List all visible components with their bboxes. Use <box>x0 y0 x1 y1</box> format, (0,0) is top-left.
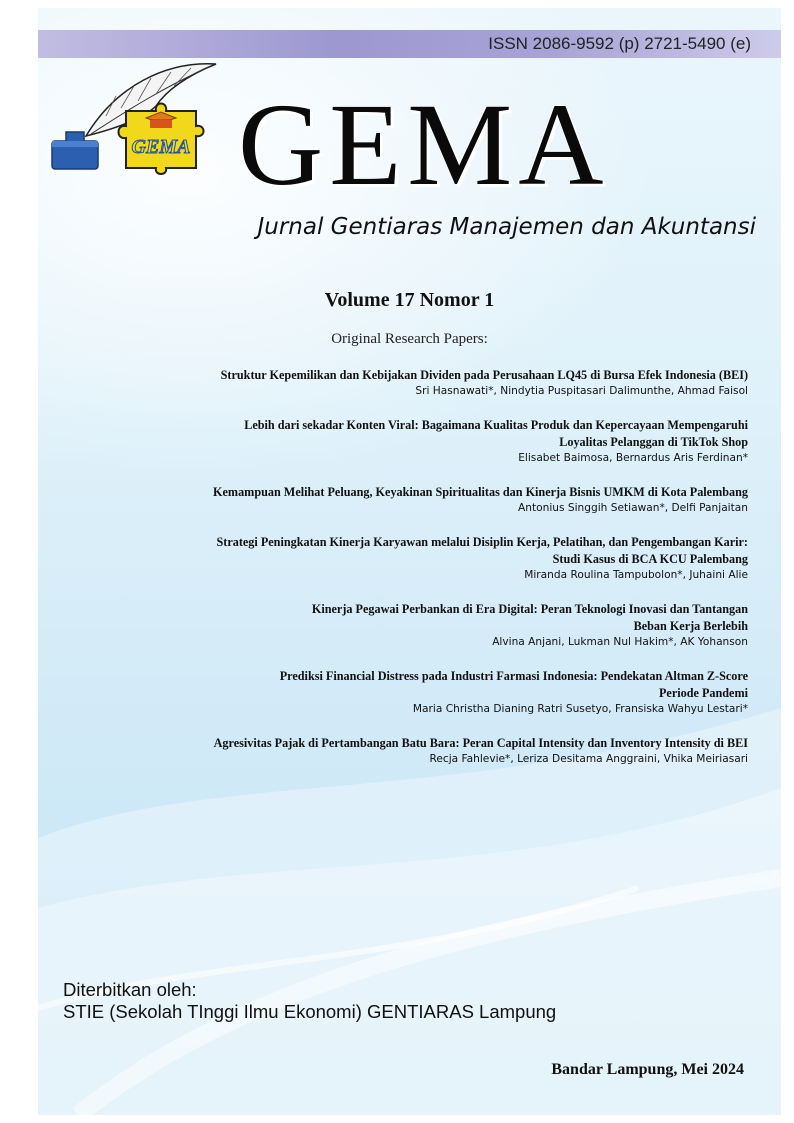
publisher-name: STIE (Sekolah TInggi Ilmu Ekonomi) GENTIARAS Lampung <box>63 1001 557 1022</box>
issn-text: ISSN 2086-9592 (p) 2721-5490 (e) <box>488 34 751 53</box>
article-authors: Alvina Anjani, Lukman Nul Hakim*, AK Yohanson <box>492 636 748 648</box>
volume-number: Volume 17 Nomor 1 <box>324 289 495 311</box>
article-title: Lebih dari sekadar Konten Viral: Bagaimana Kualitas Produk dan Kepercayaan Mempengaruhi <box>244 418 748 432</box>
puzzle-emblem-icon <box>119 104 204 175</box>
article-title: Struktur Kepemilikan dan Kebijakan Dividen pada Perusahaan LQ45 di Bursa Efek Indonesia (BEI) <box>220 368 748 382</box>
journal-title: GEMA <box>238 79 610 210</box>
article-authors: Sri Hasnawati*, Nindytia Puspitasari Dalimunthe, Ahmad Faisol <box>415 385 748 397</box>
journal-subtitle: Jurnal Gentiaras Manajemen dan Akuntansi <box>257 214 756 240</box>
article-title-cont: Studi Kasus di BCA KCU Palembang <box>552 552 748 566</box>
logo-text: GEMA <box>131 136 191 158</box>
article-item[interactable] <box>128 534 748 583</box>
journal-cover <box>38 8 781 1115</box>
article-item[interactable] <box>128 367 748 399</box>
article-title-cont: Loyalitas Pelanggan di TikTok Shop <box>559 435 748 449</box>
journal-logo <box>46 56 246 211</box>
article-item[interactable] <box>128 484 748 516</box>
article-item[interactable] <box>128 668 748 717</box>
article-title-cont: Periode Pandemi <box>658 686 748 700</box>
article-item[interactable] <box>128 735 748 767</box>
article-title: Prediksi Financial Distress pada Industri Farmasi Indonesia: Pendekatan Altman Z-Score <box>279 669 748 683</box>
article-authors: Elisabet Baimosa, Bernardus Aris Ferdinan* <box>518 452 748 464</box>
article-authors: Maria Christha Dianing Ratri Susetyo, Fransiska Wahyu Lestari* <box>412 703 748 715</box>
section-heading: Original Research Papers: <box>331 331 488 347</box>
article-item[interactable] <box>128 601 748 650</box>
article-title: Kemampuan Melihat Peluang, Keyakinan Spiritualitas dan Kinerja Bisnis UMKM di Kota Palembang <box>213 485 748 499</box>
place-date: Bandar Lampung, Mei 2024 <box>551 1061 744 1078</box>
article-title: Kinerja Pegawai Perbankan di Era Digital: Peran Teknologi Inovasi dan Tantangan <box>311 602 748 616</box>
article-authors: Miranda Roulina Tampubolon*, Juhaini Alie <box>524 569 748 581</box>
inkwell-icon <box>52 132 98 169</box>
article-list <box>128 367 748 785</box>
article-authors: Recja Fahlevie*, Leriza Desitama Anggraini, Vhika Meiriasari <box>429 753 748 765</box>
article-title-cont: Beban Kerja Berlebih <box>633 619 748 633</box>
published-by-label: Diterbitkan oleh: <box>63 979 197 1000</box>
article-title: Agresivitas Pajak di Pertambangan Batu Bara: Peran Capital Intensity dan Inventory Intensity di BEI <box>213 736 748 750</box>
article-authors: Antonius Singgih Setiawan*, Delfi Panjaitan <box>518 502 748 514</box>
article-title: Strategi Peningkatan Kinerja Karyawan melalui Disiplin Kerja, Pelatihan, dan Pengembangan Karir: <box>216 535 748 549</box>
publisher-block <box>63 979 556 1023</box>
article-item[interactable] <box>128 417 748 466</box>
